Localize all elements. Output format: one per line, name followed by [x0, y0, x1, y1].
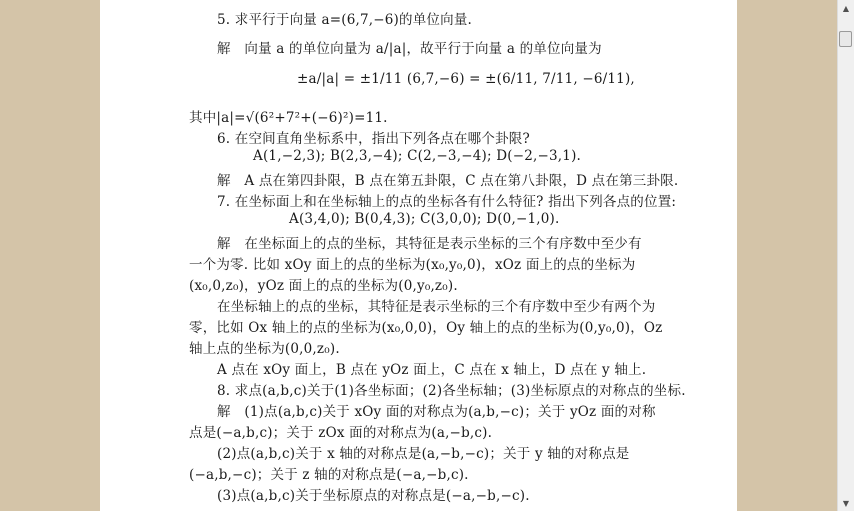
problem-8-solution-1: 解 (1)点(a,b,c)关于 xOy 面的对称点为(a,b,−c)；关于 yOz 面的对称 — [217, 404, 656, 420]
problem-7-solution-1: 解 在坐标面上的点的坐标，其特征是表示坐标的三个有序数中至少有 — [217, 236, 642, 252]
problem-8-solution-3: (2)点(a,b,c)关于 x 轴的对称点是(a,−b,−c)；关于 y 轴的对称点是 — [217, 446, 630, 462]
problem-7-solution-5: 零，比如 Ox 轴上的点的坐标为(x₀,0,0)，Oy 轴上的点的坐标为(0,y₀,0)，Oz — [189, 320, 663, 336]
problem-8-solution-2: 点是(−a,b,c)；关于 zOx 面的对称点为(a,−b,c). — [189, 425, 493, 441]
problem-6-solution: 解 A 点在第四卦限，B 点在第五卦限，C 点在第八卦限，D 点在第三卦限. — [217, 173, 679, 189]
problem-7-solution-2: 一个为零. 比如 xOy 面上的点的坐标为(x₀,y₀,0)，xOz 面上的点的坐标为 — [189, 257, 636, 273]
problem-8-solution-5: (3)点(a,b,c)关于坐标原点的对称点是(−a,−b,−c). — [217, 488, 530, 504]
problem-7-points: A(3,4,0); B(0,4,3); C(3,0,0); D(0,−1,0). — [289, 211, 560, 227]
problem-8-solution-4: (−a,b,−c)；关于 z 轴的对称点是(−a,−b,c). — [189, 467, 469, 483]
problem-7-solution-6: 轴上点的坐标为(0,0,z₀). — [189, 341, 340, 357]
problem-6-title: 6. 在空间直角坐标系中，指出下列各点在哪个卦限? — [217, 131, 530, 147]
problem-6-points: A(1,−2,3); B(2,3,−4); C(2,−3,−4); D(−2,−3,1). — [253, 148, 582, 164]
problem-7-answer: A 点在 xOy 面上，B 点在 yOz 面上，C 点在 x 轴上，D 点在 y 轴上. — [217, 362, 647, 378]
vertical-scrollbar[interactable] — [837, 0, 854, 511]
problem-5-solution: 解 向量 a 的单位向量为 a/|a|，故平行于向量 a 的单位向量为 — [217, 41, 602, 57]
scroll-up-icon[interactable]: ▲ — [842, 3, 850, 13]
problem-5-formula: ±a/|a| = ±1/11 (6,7,−6) = ±(6/11, 7/11, −6/11), — [297, 71, 635, 87]
problem-5-norm: 其中|a|=√(6²+7²+(−6)²)=11. — [189, 110, 388, 126]
problem-5-title: 5. 求平行于向量 a=(6,7,−6)的单位向量. — [217, 12, 473, 28]
scrollbar-thumb[interactable] — [839, 31, 852, 47]
scroll-down-icon[interactable]: ▼ — [842, 498, 850, 508]
document-page — [100, 0, 737, 511]
problem-7-solution-4: 在坐标轴上的点的坐标，其特征是表示坐标的三个有序数中至少有两个为 — [217, 299, 656, 315]
problem-8-title: 8. 求点(a,b,c)关于(1)各坐标面；(2)各坐标轴；(3)坐标原点的对称点的坐标. — [217, 383, 686, 399]
problem-7-solution-3: (x₀,0,z₀)，yOz 面上的点的坐标为(0,y₀,z₀). — [189, 278, 458, 294]
problem-7-title: 7. 在坐标面上和在坐标轴上的点的坐标各有什么特征? 指出下列各点的位置: — [217, 194, 677, 210]
